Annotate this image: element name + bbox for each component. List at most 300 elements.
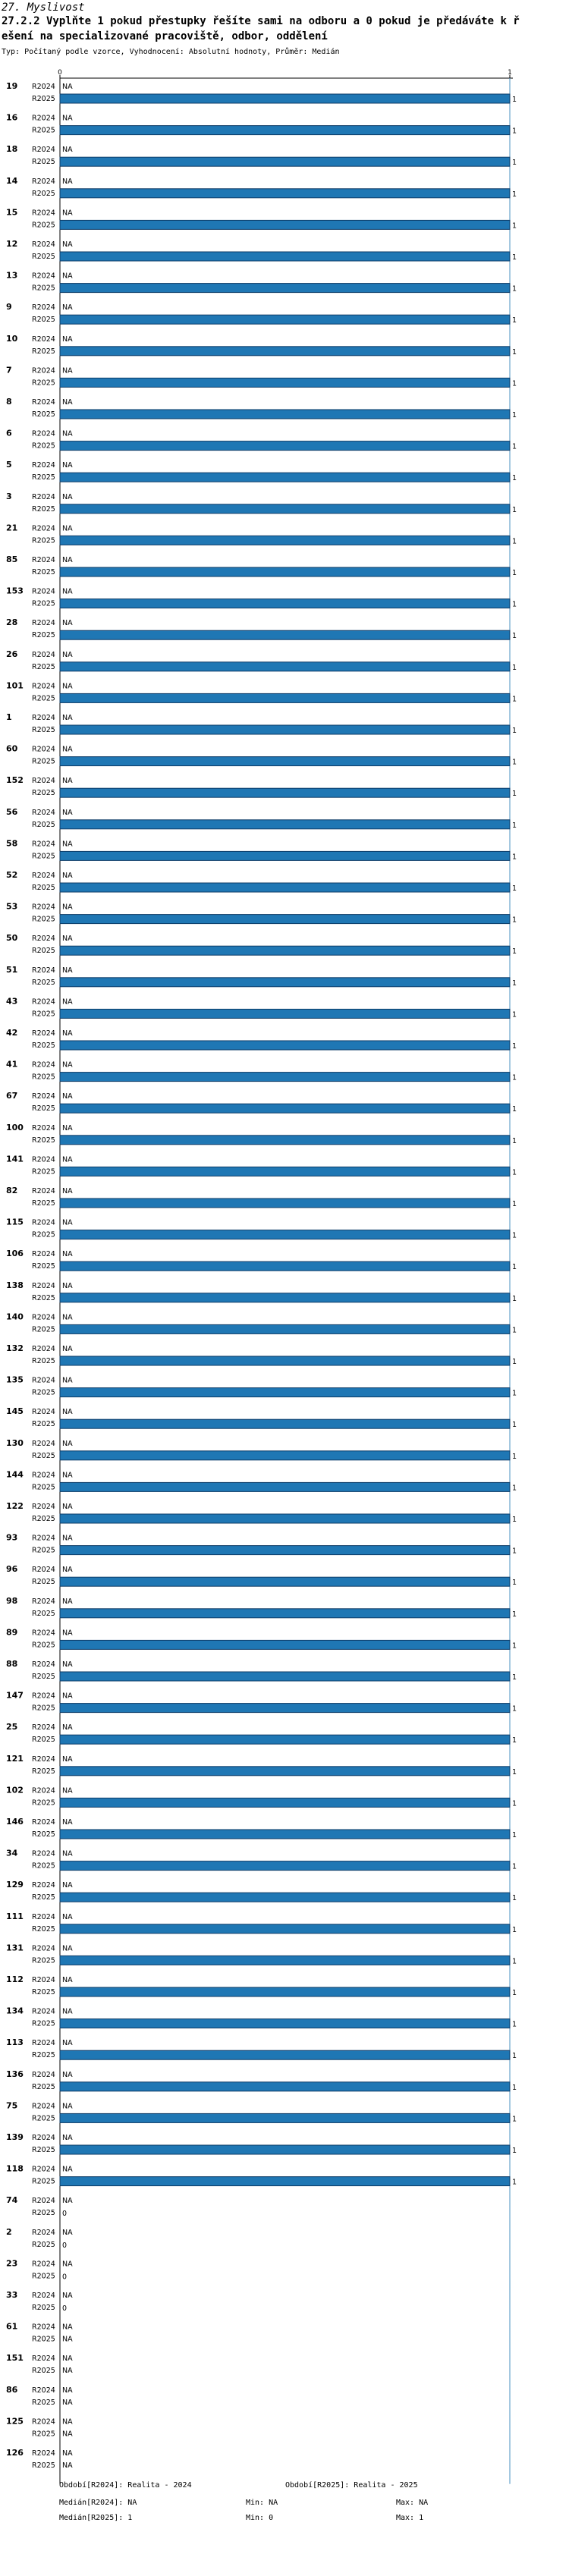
series-label: R2024 [32,1408,55,1417]
group-label: 7 [6,365,12,375]
series-label: R2024 [32,1029,55,1038]
value-label: NA [62,1692,73,1701]
group-label: 153 [6,586,24,596]
bar [60,2113,510,2122]
series-label: R2024 [32,2039,55,2048]
value-label: 1 [512,442,517,451]
value-label: 0 [62,2304,68,2313]
series-label: R2025 [32,2398,55,2407]
series-label: R2024 [32,777,55,786]
bar [60,410,510,419]
group-label: 56 [6,806,18,817]
value-label: 1 [512,1516,517,1524]
series-label: R2025 [32,1483,55,1492]
value-label: NA [62,1123,73,1132]
group-label: 2 [6,2226,12,2237]
bar [60,1230,510,1239]
value-label: NA [62,1376,73,1385]
group-label: 111 [6,1911,24,1921]
group-label: 89 [6,1627,18,1638]
bar [60,851,510,860]
value-label: NA [62,1944,73,1953]
value-label: NA [62,1155,73,1164]
series-label: R2024 [32,2449,55,2458]
series-label: R2025 [32,158,55,167]
chart-subtitle: Typ: Počítaný podle vzorce, Vyhodnocení: Absolutní hodnoty, Průměr: Medián [2,48,340,56]
value-label: 1 [512,2115,517,2124]
bar [60,662,510,671]
group-label: 67 [6,1091,18,1101]
value-label: NA [62,492,73,501]
series-label: R2024 [32,2292,55,2300]
value-label: NA [62,2134,73,2142]
group-label: 28 [6,617,18,628]
series-label: R2025 [32,189,55,198]
bar [60,1261,510,1271]
series-label: R2024 [32,146,55,155]
value-label: NA [62,966,73,975]
group-label: 121 [6,1753,24,1764]
series-label: R2024 [32,872,55,880]
bar [60,1924,510,1934]
bar [60,2145,510,2154]
group-label: 100 [6,1122,24,1132]
series-label: R2025 [32,2240,55,2249]
series-label: R2025 [32,504,55,514]
group-label: 106 [6,1249,24,1259]
value-label: NA [62,1881,73,1890]
series-label: R2024 [32,1755,55,1764]
group-label: 26 [6,649,18,659]
series-label: R2024 [32,1345,55,1353]
chart-title-line-2: ešení na specializované pracoviště, odbor, oddělení [2,30,328,42]
series-label: R2025 [32,820,55,829]
series-label: R2025 [32,631,55,640]
value-label: 1 [512,159,517,168]
series-label: R2025 [32,284,55,293]
value-label: 1 [512,916,517,925]
series-label: R2024 [32,935,55,944]
value-label: NA [62,2367,73,2376]
bar [60,1577,510,1586]
group-label: 75 [6,2100,18,2111]
value-label: NA [62,777,73,786]
series-label: R2025 [32,1736,55,1745]
bar [60,757,510,766]
bar [60,189,510,198]
group-label: 102 [6,1785,24,1795]
footer-period-r2024: Období[R2024]: Realita - 2024 [59,2481,192,2490]
series-label: R2024 [32,2165,55,2174]
value-label: NA [62,177,73,186]
group-label: 131 [6,1943,24,1953]
series-label: R2025 [32,757,55,766]
series-label: R2024 [32,1281,55,1290]
value-label: 1 [512,1421,517,1430]
bar [60,630,510,639]
bar [60,1767,510,1776]
group-label: 74 [6,2195,18,2206]
bar [60,1704,510,1713]
group-label: 96 [6,1564,18,1575]
series-label: R2025 [32,1988,55,1996]
series-label: R2025 [32,1767,55,1776]
x-tick-label: 0 [58,69,62,77]
x-tick-label: 1 [508,69,512,77]
series-label: R2024 [32,398,55,407]
group-label: 18 [6,144,18,155]
footer-min-r2025: Min: 0 [246,2514,274,2522]
series-label: R2025 [32,379,55,388]
value-label: NA [62,335,73,344]
series-label: R2025 [32,568,55,576]
value-label: NA [62,556,73,564]
group-label: 82 [6,1186,18,1195]
bar [60,94,510,103]
series-label: R2024 [32,1376,55,1385]
series-label: R2025 [32,978,55,987]
value-label: 1 [512,1484,517,1493]
footer-median-r2025: Medián[R2025]: 1 [59,2514,133,2522]
value-label: NA [62,903,73,912]
bar [60,252,510,261]
series-label: R2024 [32,1818,55,1827]
series-label: R2024 [32,366,55,375]
group-label: 145 [6,1406,24,1417]
value-label: NA [62,745,73,754]
value-label: NA [62,240,73,249]
bar [60,157,510,166]
series-label: R2024 [32,1912,55,1921]
series-label: R2024 [32,1218,55,1227]
series-label: R2024 [32,2102,55,2111]
group-label: 53 [6,901,18,912]
value-label: 1 [512,1042,517,1051]
bar [60,1640,510,1649]
footer-min-r2024: Min: NA [246,2499,278,2507]
series-label: R2025 [32,884,55,892]
series-label: R2024 [32,2417,55,2427]
series-label: R2025 [32,1861,55,1871]
group-label: 9 [6,302,12,313]
group-label: 23 [6,2258,18,2269]
bar [60,1324,510,1334]
series-label: R2024 [32,2355,55,2364]
series-label: R2024 [32,335,55,344]
series-label: R2024 [32,240,55,249]
group-label: 115 [6,1217,24,1227]
bar [60,1041,510,1050]
group-label: 43 [6,996,18,1007]
group-label: 139 [6,2132,24,2142]
group-label: 151 [6,2353,24,2364]
series-label: R2024 [32,619,55,628]
series-label: R2025 [32,1073,55,1082]
series-label: R2025 [32,1641,55,1650]
section-title: 27. Myslivost [2,2,85,14]
series-label: R2025 [32,1451,55,1460]
series-label: R2025 [32,1388,55,1397]
value-label: NA [62,840,73,849]
bar [60,284,510,293]
group-label: 152 [6,775,24,786]
group-label: 19 [6,81,18,91]
series-label: R2024 [32,1123,55,1132]
group-label: 129 [6,1880,24,1890]
group-label: 41 [6,1059,18,1070]
value-label: 1 [512,347,517,357]
value-label: 1 [512,1862,517,1871]
series-label: R2025 [32,1609,55,1618]
value-label: NA [62,114,73,123]
value-label: 1 [512,253,517,262]
series-label: R2025 [32,2367,55,2376]
value-label: 1 [512,1389,517,1398]
series-label: R2024 [32,1534,55,1543]
series-label: R2025 [32,1041,55,1050]
value-label: NA [62,808,73,817]
value-label: 1 [512,1200,517,1208]
bar [60,1956,510,1965]
series-label: R2025 [32,95,55,103]
bar [60,1798,510,1807]
bar [60,1167,510,1176]
series-label: R2025 [32,441,55,451]
series-label: R2024 [32,682,55,691]
group-label: 134 [6,2006,24,2016]
series-label: R2024 [32,2070,55,2079]
group-label: 130 [6,1437,24,1448]
value-label: NA [62,524,73,533]
bar [60,978,510,987]
value-label: 1 [512,600,517,609]
bar [60,504,510,514]
value-label: NA [62,1408,73,1417]
series-label: R2024 [32,1597,55,1606]
footer-max-r2024: Max: NA [396,2499,429,2507]
value-label: 0 [62,2273,68,2282]
series-label: R2024 [32,1471,55,1480]
group-label: 141 [6,1154,24,1164]
value-label: 1 [512,853,517,862]
value-label: 1 [512,537,517,546]
value-label: 1 [512,2083,517,2092]
bar [60,883,510,892]
value-label: NA [62,398,73,407]
series-label: R2025 [32,1167,55,1176]
bar [60,567,510,576]
bar [60,1861,510,1871]
series-label: R2025 [32,2019,55,2028]
bar [60,915,510,924]
bar [60,1136,510,1145]
value-label: 1 [512,632,517,641]
value-label: 1 [512,96,517,104]
bar [60,788,510,797]
group-label: 8 [6,397,12,407]
value-label: NA [62,1281,73,1290]
group-label: 86 [6,2384,18,2395]
value-label: NA [62,2102,73,2111]
value-label: NA [62,2007,73,2016]
value-label: 1 [512,1231,517,1240]
series-label: R2024 [32,429,55,438]
series-label: R2025 [32,947,55,956]
group-label: 126 [6,2448,24,2458]
bar [60,599,510,608]
series-label: R2025 [32,473,55,482]
value-label: NA [62,1566,73,1575]
series-label: R2025 [32,1704,55,1713]
group-label: 13 [6,270,18,281]
bar [60,1198,510,1208]
bar [60,315,510,324]
chart-title-line-1: 27.2.2 Vyplňte 1 pokud přestupky řešíte sami na odboru a 0 pokud je předáváte k ř [2,15,520,27]
group-label: 33 [6,2290,18,2300]
value-label: NA [62,1534,73,1543]
value-label: NA [62,2292,73,2300]
value-label: 1 [512,1010,517,1019]
value-label: NA [62,2323,73,2332]
series-label: R2025 [32,1104,55,1114]
series-label: R2025 [32,1893,55,1902]
series-label: R2025 [32,2177,55,2186]
series-label: R2024 [32,808,55,817]
value-label: 1 [512,190,517,199]
group-label: 6 [6,428,12,438]
series-label: R2025 [32,2082,55,2091]
value-label: NA [62,1503,73,1511]
bar [60,1830,510,1839]
group-label: 140 [6,1312,24,1322]
series-label: R2025 [32,915,55,924]
bar [60,2050,510,2059]
value-label: 1 [512,821,517,830]
value-label: 1 [512,379,517,388]
group-label: 113 [6,2037,24,2048]
value-label: NA [62,1471,73,1480]
series-label: R2025 [32,2146,55,2154]
value-label: 1 [512,758,517,767]
value-label: NA [62,2165,73,2174]
value-label: 1 [512,1894,517,1903]
group-label: 112 [6,1974,24,1984]
series-label: R2025 [32,316,55,325]
series-label: R2024 [32,1092,55,1101]
series-label: R2024 [32,2260,55,2269]
series-label: R2024 [32,1313,55,1322]
series-label: R2025 [32,726,55,734]
series-label: R2025 [32,1262,55,1271]
value-label: NA [62,619,73,628]
series-label: R2025 [32,1010,55,1019]
series-label: R2024 [32,997,55,1007]
value-label: 1 [512,979,517,988]
value-label: NA [62,461,73,470]
value-label: 1 [512,2020,517,2029]
bar [60,1388,510,1397]
value-label: NA [62,1912,73,1921]
value-label: NA [62,1345,73,1353]
value-label: 1 [512,1736,517,1745]
series-label: R2024 [32,303,55,313]
value-label: NA [62,272,73,281]
series-label: R2024 [32,177,55,186]
group-label: 14 [6,175,18,186]
value-label: NA [62,366,73,375]
bar [60,1009,510,1018]
group-label: 88 [6,1659,18,1669]
value-label: 1 [512,316,517,325]
group-label: 61 [6,2321,18,2332]
series-label: R2024 [32,1060,55,1070]
value-label: 1 [512,2052,517,2061]
bar [60,473,510,482]
group-label: 50 [6,933,18,944]
series-label: R2024 [32,272,55,281]
value-label: NA [62,146,73,155]
value-label: NA [62,935,73,944]
series-label: R2024 [32,2228,55,2237]
series-label: R2024 [32,1629,55,1638]
value-label: NA [62,1976,73,1984]
value-label: NA [62,2430,73,2439]
series-label: R2024 [32,1849,55,1858]
bar [60,946,510,955]
series-label: R2024 [32,1723,55,1733]
series-label: R2025 [32,347,55,356]
series-label: R2024 [32,650,55,659]
value-label: NA [62,2461,73,2470]
value-label: 0 [62,2210,68,2219]
value-label: 1 [512,947,517,957]
series-label: R2025 [32,2430,55,2439]
series-label: R2024 [32,1187,55,1195]
bar [60,820,510,829]
series-label: R2025 [32,1199,55,1208]
series-label: R2025 [32,2272,55,2281]
value-label: 1 [512,663,517,672]
series-label: R2025 [32,2209,55,2218]
value-label: NA [62,303,73,313]
group-label: 60 [6,743,18,754]
group-label: 147 [6,1690,24,1701]
value-label: NA [62,2386,73,2395]
value-label: 1 [512,790,517,799]
bar [60,1546,510,1555]
group-label: 101 [6,680,24,691]
series-label: R2025 [32,1673,55,1681]
series-label: R2025 [32,1357,55,1365]
bar [60,1451,510,1460]
value-label: NA [62,587,73,596]
value-label: NA [62,2417,73,2427]
value-label: NA [62,1786,73,1795]
series-label: R2024 [32,966,55,975]
value-label: 1 [512,1452,517,1461]
value-label: NA [62,1313,73,1322]
series-label: R2024 [32,1250,55,1259]
value-label: 1 [512,695,517,704]
value-label: 1 [512,474,517,483]
value-label: NA [62,2197,73,2206]
value-label: 1 [512,1105,517,1114]
series-label: R2024 [32,587,55,596]
series-label: R2025 [32,1830,55,1839]
value-label: NA [62,872,73,880]
series-label: R2025 [32,221,55,230]
value-label: NA [62,1660,73,1669]
